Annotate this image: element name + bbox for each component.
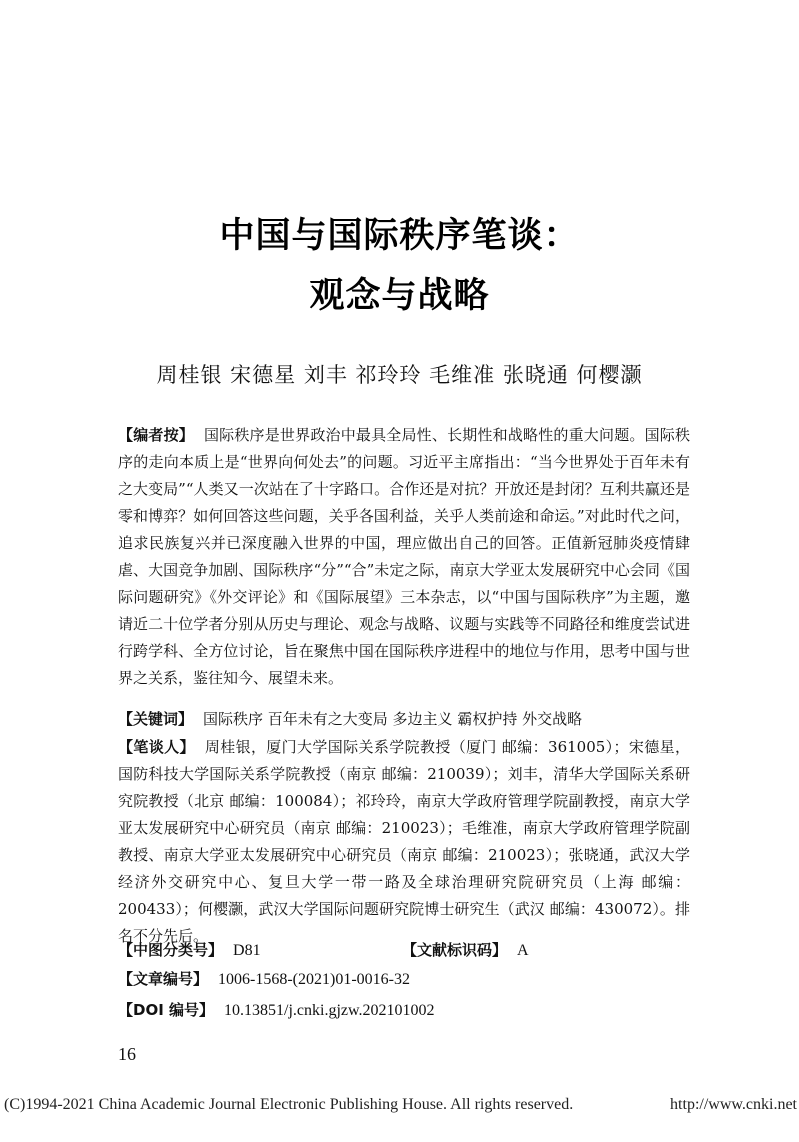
doi <box>118 998 435 1022</box>
copyright-footer <box>0 1093 799 1117</box>
doi-value: 10.13851/j.cnki.gjzw.202101002 <box>224 1002 435 1019</box>
keywords <box>118 706 690 733</box>
keywords-label: 【关键词】 <box>118 710 194 728</box>
clc-number <box>118 938 261 962</box>
author-list: 周桂银 宋德星 刘丰 祁玲玲 毛维准 张晓通 何樱灏 <box>156 363 643 387</box>
keywords-text: 国际秩序 百年未有之大变局 多边主义 霸权护持 外交战略 <box>203 710 583 728</box>
copyright-text: (C)1994-2021 China Academic Journal Electronic Publishing House. All rights reserved. <box>4 1096 574 1113</box>
panel-text: 周桂银，厦门大学国际关系学院教授（厦门 邮编：361005）；宋德星，国防科技大学国际关系学院教授（南京 邮编：210039）；刘丰，清华大学国际关系研究院教授（北京 邮编：100084）；祁玲玲，南京大学政府管理学院副教授，南京大学亚太发展研究中心研究员（南京 邮编：210023）；毛维准，南京大学政府管理学院副教授、南京大学亚太发展研究中心研究员（南京 邮编：210023）；张晓通，武汉大学经济外交研究中心、复旦大学一带一路及全球治理研究院研究员（上海 邮编：200433）；何樱灏，武汉大学国际问题研究院博士研究生（武汉 邮编：430072）。排名不分先后。 <box>118 738 690 945</box>
editor-note-label: 【编者按】 <box>118 426 194 444</box>
doc-code-label: 【文献标识码】 <box>402 941 508 959</box>
footer-url[interactable]: http://www.cnki.net <box>670 1096 797 1113</box>
doi-label: 【DOI 编号】 <box>118 1001 215 1019</box>
editor-note-text: 国际秩序是世界政治中最具全局性、长期性和战略性的重大问题。国际秩序的走向本质上是“世界向何处去”的问题。习近平主席指出：“当今世界处于百年未有之大变局”“人类又一次站在了十字路口。合作还是对抗？开放还是封闭？互利共赢还是零和博弈？如何回答这些问题，关乎各国利益，关乎人类前途和命运。”对此时代之问，追求民族复兴并已深度融入世界的中国，理应做出自己的回答。正值新冠肺炎疫情肆虐、大国竞争加剧、国际秩序“分”“合”未定之际，南京大学亚太发展研究中心会同《国际问题研究》《外交评论》和《国际展望》三本杂志，以“中国与国际秩序”为主题，邀请近二十位学者分别从历史与理论、观念与战略、议题与实践等不同路径和维度尝试进行跨学科、全方位讨论，旨在聚焦中国在国际秩序进程中的地位与作用，思考中国与世界之关系，鉴往知今、展望未来。 <box>118 426 690 687</box>
article-number <box>118 967 410 991</box>
clc-label: 【中图分类号】 <box>118 941 224 959</box>
article-number-value: 1006-1568-(2021)01-0016-32 <box>218 971 410 988</box>
panel-authors <box>118 734 690 950</box>
page-number: 16 <box>118 1044 136 1064</box>
clc-value: D81 <box>233 942 261 959</box>
editor-note <box>118 422 690 692</box>
document-code <box>402 938 529 962</box>
article-number-label: 【文章编号】 <box>118 970 209 988</box>
article-title-line-1: 中国与国际秩序笔谈： <box>219 216 580 256</box>
article-title-line-2: 观念与战略 <box>309 276 490 316</box>
doc-code-value: A <box>517 942 529 959</box>
panel-label: 【笔谈人】 <box>118 738 195 756</box>
